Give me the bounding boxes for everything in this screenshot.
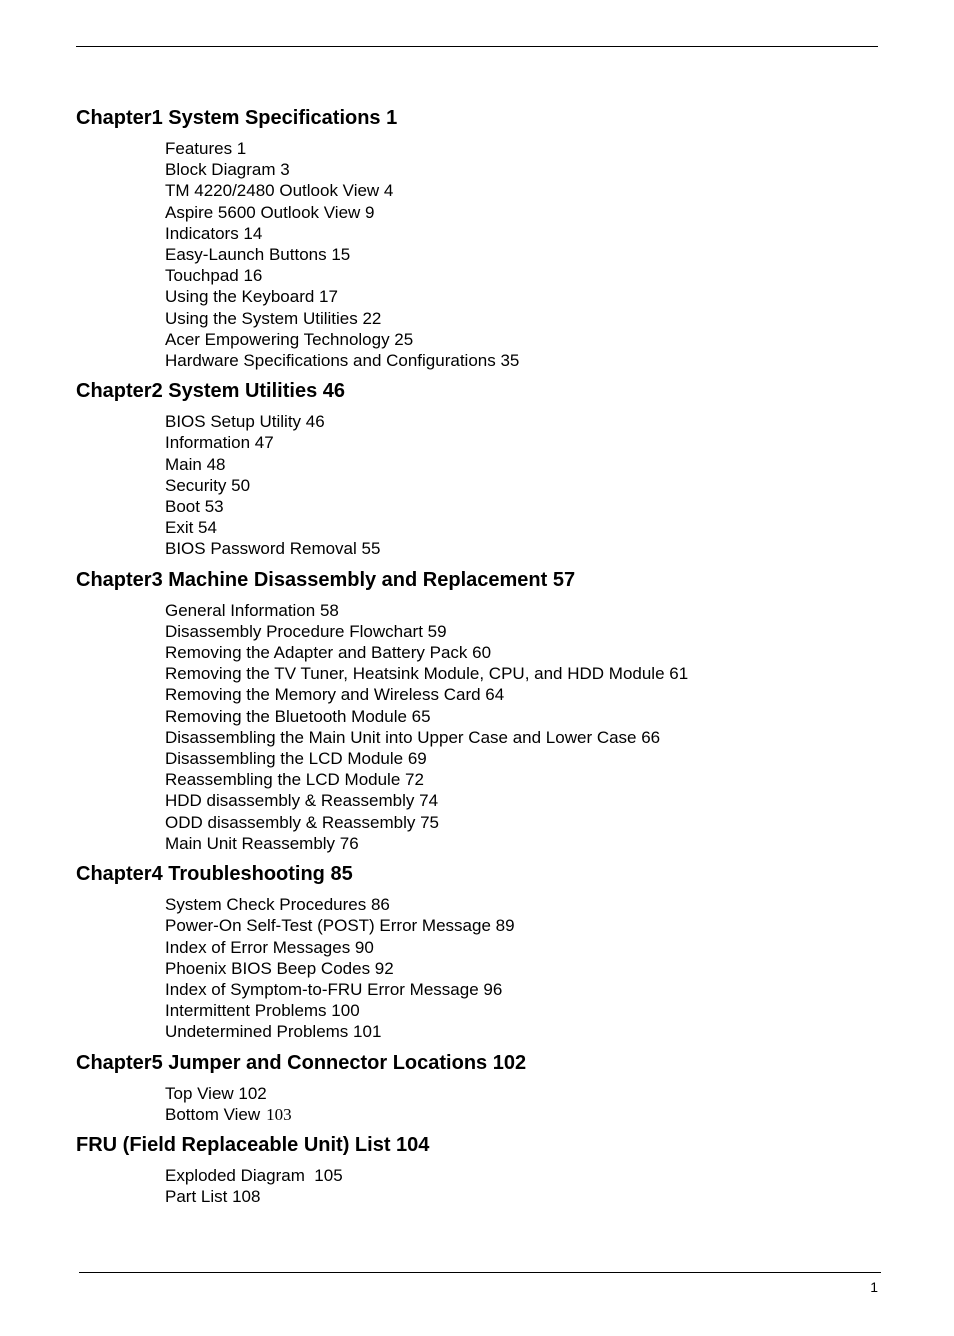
toc-entry[interactable]: Intermittent Problems 100: [165, 1001, 360, 1021]
toc-entry-bottom-view[interactable]: [165, 1104, 878, 1125]
chapter-heading[interactable]: Chapter5 Jumper and Connector Locations 102: [76, 1051, 527, 1074]
chapter-entries: [76, 600, 878, 854]
chapter-entries: [76, 411, 878, 559]
footer-rule: [79, 1272, 881, 1273]
toc-entry[interactable]: Touchpad 16: [165, 266, 263, 286]
toc-entry[interactable]: Using the System Utilities 22: [165, 308, 382, 328]
toc-entry[interactable]: Acer Empowering Technology 25: [165, 329, 414, 349]
toc-entry[interactable]: Aspire 5600 Outlook View 9: [165, 202, 375, 222]
chapter-heading[interactable]: Chapter3 Machine Disassembly and Replacement 57: [76, 568, 576, 591]
toc-entry[interactable]: Power-On Self-Test (POST) Error Message 89: [165, 916, 515, 936]
toc-entry-label: Bottom View: [165, 1104, 261, 1124]
toc-entry[interactable]: Easy-Launch Buttons 15: [165, 245, 351, 265]
chapter-fru: [76, 1131, 878, 1207]
toc-entry[interactable]: Features 1: [165, 139, 247, 158]
header-rule: [76, 46, 878, 47]
toc-entry[interactable]: Removing the Memory and Wireless Card 64: [165, 685, 505, 705]
toc-entry[interactable]: Removing the Bluetooth Module 65: [165, 706, 431, 726]
toc-entry[interactable]: Removing the Adapter and Battery Pack 60: [165, 643, 492, 663]
toc-entry[interactable]: Using the Keyboard 17: [165, 287, 338, 307]
toc-entry[interactable]: Undetermined Problems 101: [165, 1022, 382, 1042]
toc-entry[interactable]: Exit 54: [165, 518, 217, 538]
toc-entry[interactable]: Hardware Specifications and Configurations 35: [165, 351, 520, 371]
chapter-1: [76, 104, 878, 371]
toc-entry[interactable]: Phoenix BIOS Beep Codes 92: [165, 958, 394, 978]
toc-entry-page: 103: [266, 1104, 292, 1124]
toc-entry[interactable]: General Information 58: [165, 600, 339, 620]
toc-entry[interactable]: ODD disassembly & Reassembly 75: [165, 812, 439, 832]
chapter-2: [76, 377, 878, 559]
chapter-heading[interactable]: Chapter2 System Utilities 46: [76, 380, 345, 403]
toc-entry[interactable]: Part List 108: [165, 1187, 261, 1207]
toc-entry[interactable]: Index of Symptom-to-FRU Error Message 96: [165, 979, 503, 999]
toc-entry[interactable]: Reassembling the LCD Module 72: [165, 770, 424, 790]
toc-entry[interactable]: Disassembly Procedure Flowchart 59: [165, 621, 447, 641]
toc-entry[interactable]: Disassembling the Main Unit into Upper Case and Lower Case 66: [165, 727, 661, 747]
toc-entry[interactable]: Disassembling the LCD Module 69: [165, 749, 427, 769]
toc-entry[interactable]: Exploded Diagram 105: [165, 1165, 343, 1185]
toc-entry[interactable]: Information 47: [165, 433, 274, 453]
toc-entry[interactable]: TM 4220/2480 Outlook View 4: [165, 181, 394, 201]
toc-entry[interactable]: Block Diagram 3: [165, 160, 290, 180]
table-of-contents: [76, 104, 878, 1213]
page-number: 1: [870, 1279, 878, 1295]
chapter-entries: [76, 1083, 878, 1125]
toc-entry[interactable]: System Check Procedures 86: [165, 895, 390, 915]
chapter-entries: [76, 1165, 878, 1207]
toc-entry[interactable]: Security 50: [165, 475, 251, 495]
toc-entry[interactable]: Main 48: [165, 454, 226, 474]
chapter-heading[interactable]: FRU (Field Replaceable Unit) List 104: [76, 1133, 430, 1156]
chapter-entries: [76, 138, 878, 371]
chapter-heading[interactable]: Chapter1 System Specifications 1: [76, 107, 398, 129]
toc-entry[interactable]: Index of Error Messages 90: [165, 937, 374, 957]
chapter-entries: [76, 894, 878, 1042]
chapter-3: [76, 566, 878, 854]
chapter-heading[interactable]: Chapter4 Troubleshooting 85: [76, 863, 353, 886]
toc-entry[interactable]: BIOS Password Removal 55: [165, 539, 381, 559]
toc-entry[interactable]: Indicators 14: [165, 223, 263, 243]
chapter-5: [76, 1049, 878, 1125]
toc-entry[interactable]: Boot 53: [165, 497, 224, 517]
toc-entry[interactable]: BIOS Setup Utility 46: [165, 412, 325, 432]
toc-entry[interactable]: Top View 102: [165, 1083, 267, 1103]
chapter-4: [76, 860, 878, 1042]
toc-entry[interactable]: Removing the TV Tuner, Heatsink Module, CPU, and HDD Module 61: [165, 664, 689, 684]
toc-entry[interactable]: Main Unit Reassembly 76: [165, 833, 359, 853]
toc-entry[interactable]: HDD disassembly & Reassembly 74: [165, 791, 439, 811]
